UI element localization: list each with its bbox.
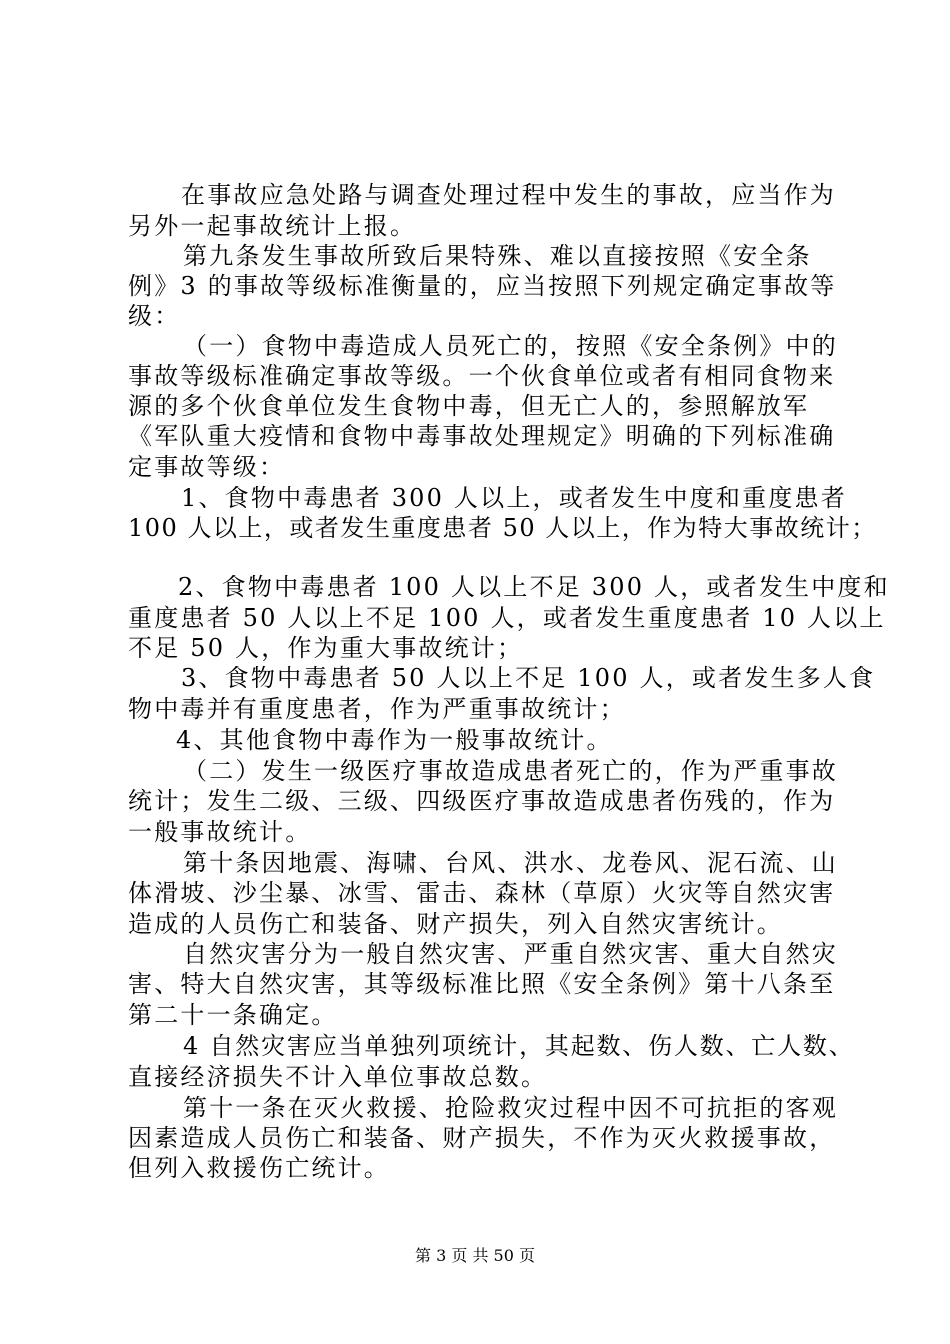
text-line: 级： [128, 302, 181, 330]
page-footer: 第 3 页 共 50 页 [415, 1246, 535, 1265]
text-line: 第九条发生事故所致后果特殊、难以直接按照《安全条 [183, 242, 812, 270]
text-line: 事故等级标准确定事故等级。一个伙食单位或者有相同食物来 [128, 362, 836, 390]
text-line: （一）食物中毒造成人员死亡的，按照《安全条例》中的 [183, 332, 838, 360]
text-line: 3、食物中毒患者 50 人以上不足 100 人，或者发生多人食 [181, 664, 876, 692]
text-line: 体滑坡、沙尘暴、冰雪、雷击、森林（草原）火灾等自然灾害 [128, 879, 836, 907]
text-line: 重度患者 50 人以上不足 100 人，或者发生重度患者 10 人以上 [128, 604, 886, 632]
text-line: 第十一条在灭火救援、抢险救灾过程中因不可抗拒的客观 [183, 1094, 838, 1122]
text-line: 统计；发生二级、三级、四级医疗事故造成患者伤残的，作为 [128, 787, 836, 815]
text-line: 4 自然灾害应当单独列项统计，其起数、伤人数、亡人数、 [183, 1032, 855, 1060]
text-line: 在事故应急处路与调查处理过程中发生的事故，应当作为 [181, 181, 836, 209]
text-line: 源的多个伙食单位发生食物中毒，但无亡人的，参照解放军 [128, 392, 810, 420]
text-line: 另外一起事故统计上报。 [128, 212, 417, 240]
text-line: 例》3 的事故等级标准衡量的，应当按照下列规定确定事故等 [128, 272, 837, 300]
text-line: 造成的人员伤亡和装备、财产损失，列入自然灾害统计。 [128, 910, 783, 938]
text-line: 物中毒并有重度患者，作为严重事故统计； [128, 695, 626, 723]
text-line: 自然灾害分为一般自然灾害、严重自然灾害、重大自然灾 [183, 940, 838, 968]
text-line: 不足 50 人，作为重大事故统计； [128, 634, 524, 662]
text-line: 第十条因地震、海啸、台风、洪水、龙卷风、泥石流、山 [183, 849, 838, 877]
text-line: 因素造成人员伤亡和装备、财产损失，不作为灭火救援事故， [128, 1124, 836, 1152]
text-line: 第二十一条确定。 [128, 1001, 338, 1029]
text-line: （二）发生一级医疗事故造成患者死亡的，作为严重事故 [183, 757, 838, 785]
text-line: 直接经济损失不计入单位事故总数。 [128, 1063, 548, 1091]
text-line: 一般事故统计。 [128, 818, 312, 846]
text-line: 害、特大自然灾害，其等级标准比照《安全条例》第十八条至 [128, 970, 836, 998]
text-line: 4、其他食物中毒作为一般事故统计。 [176, 726, 613, 754]
text-line: 2、食物中毒患者 100 人以上不足 300 人，或者发生中度和 [178, 573, 890, 601]
text-line: 1、食物中毒患者 300 人以上，或者发生中度和重度患者 [181, 484, 847, 512]
text-line: 但列入救援伤亡统计。 [128, 1154, 390, 1182]
text-line: 定事故等级： [128, 453, 286, 481]
text-line: 《军队重大疫情和食物中毒事故处理规定》明确的下列标准确 [128, 422, 836, 450]
text-line: 100 人以上，或者发生重度患者 50 人以上，作为特大事故统计； [128, 514, 877, 542]
